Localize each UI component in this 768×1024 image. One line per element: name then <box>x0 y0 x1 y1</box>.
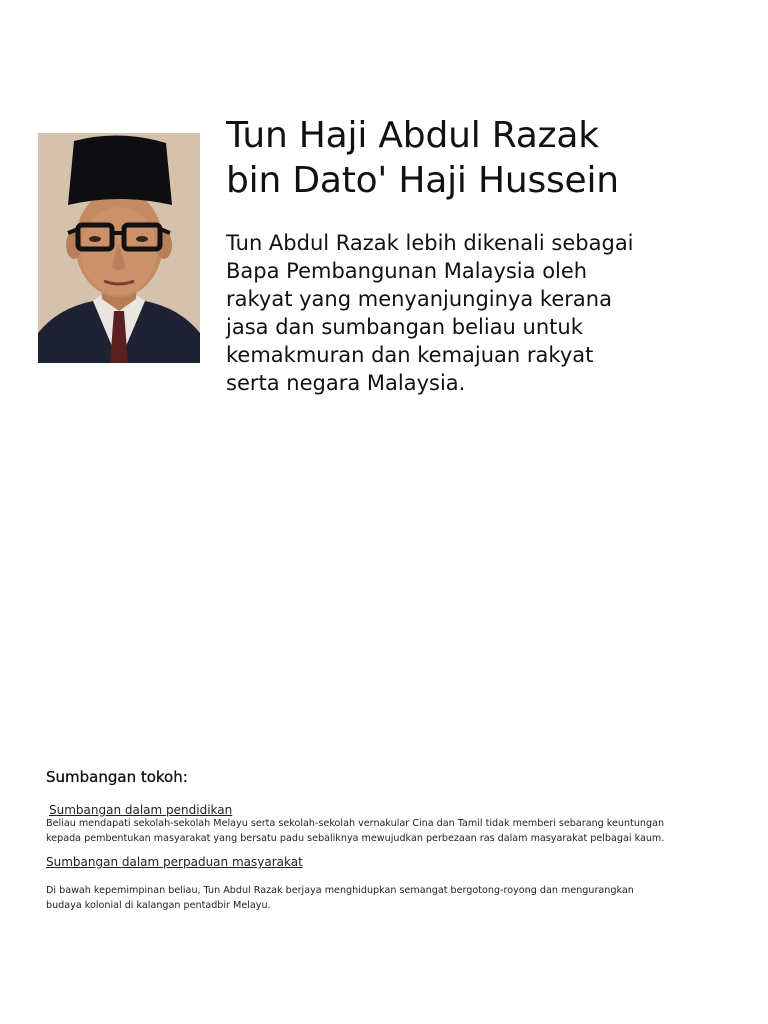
contributions-heading: Sumbangan tokoh: <box>46 768 188 786</box>
intro-line: jasa dan sumbangan beliau untuk <box>226 315 583 339</box>
unity-line: Di bawah kepemimpinan beliau, Tun Abdul Razak berjaya menghidupkan semangat bergotong-royong dan mengurangkan <box>46 885 634 896</box>
title-line-2: bin Dato' Haji Hussein <box>226 160 619 201</box>
unity-heading: Sumbangan dalam perpaduan masyarakat <box>46 855 303 869</box>
unity-line: budaya kolonial di kalangan pentadbir Melayu. <box>46 900 271 911</box>
education-line: Beliau mendapati sekolah-sekolah Melayu serta sekolah-sekolah vernakular Cina dan Tamil tidak memberi sebarang keuntungan <box>46 818 665 829</box>
education-heading: Sumbangan dalam pendidikan <box>49 803 233 817</box>
unity-paragraph <box>46 883 736 913</box>
intro-paragraph <box>226 229 756 397</box>
intro-line: rakyat yang menyanjunginya kerana <box>226 287 612 311</box>
intro-line: Bapa Pembangunan Malaysia oleh <box>226 259 588 283</box>
education-line: kepada pembentukan masyarakat yang bersatu padu sebaliknya mewujudkan perbezaan ras dalam masyarakat pelbagai kaum. <box>46 833 665 844</box>
intro-line: serta negara Malaysia. <box>226 371 466 395</box>
education-paragraph <box>46 816 736 846</box>
title-line-1: Tun Haji Abdul Razak <box>226 115 599 156</box>
page-title <box>226 113 746 203</box>
portrait-photo <box>38 133 200 363</box>
intro-line: kemakmuran dan kemajuan rakyat <box>226 343 594 367</box>
intro-line: Tun Abdul Razak lebih dikenali sebagai <box>226 231 634 255</box>
